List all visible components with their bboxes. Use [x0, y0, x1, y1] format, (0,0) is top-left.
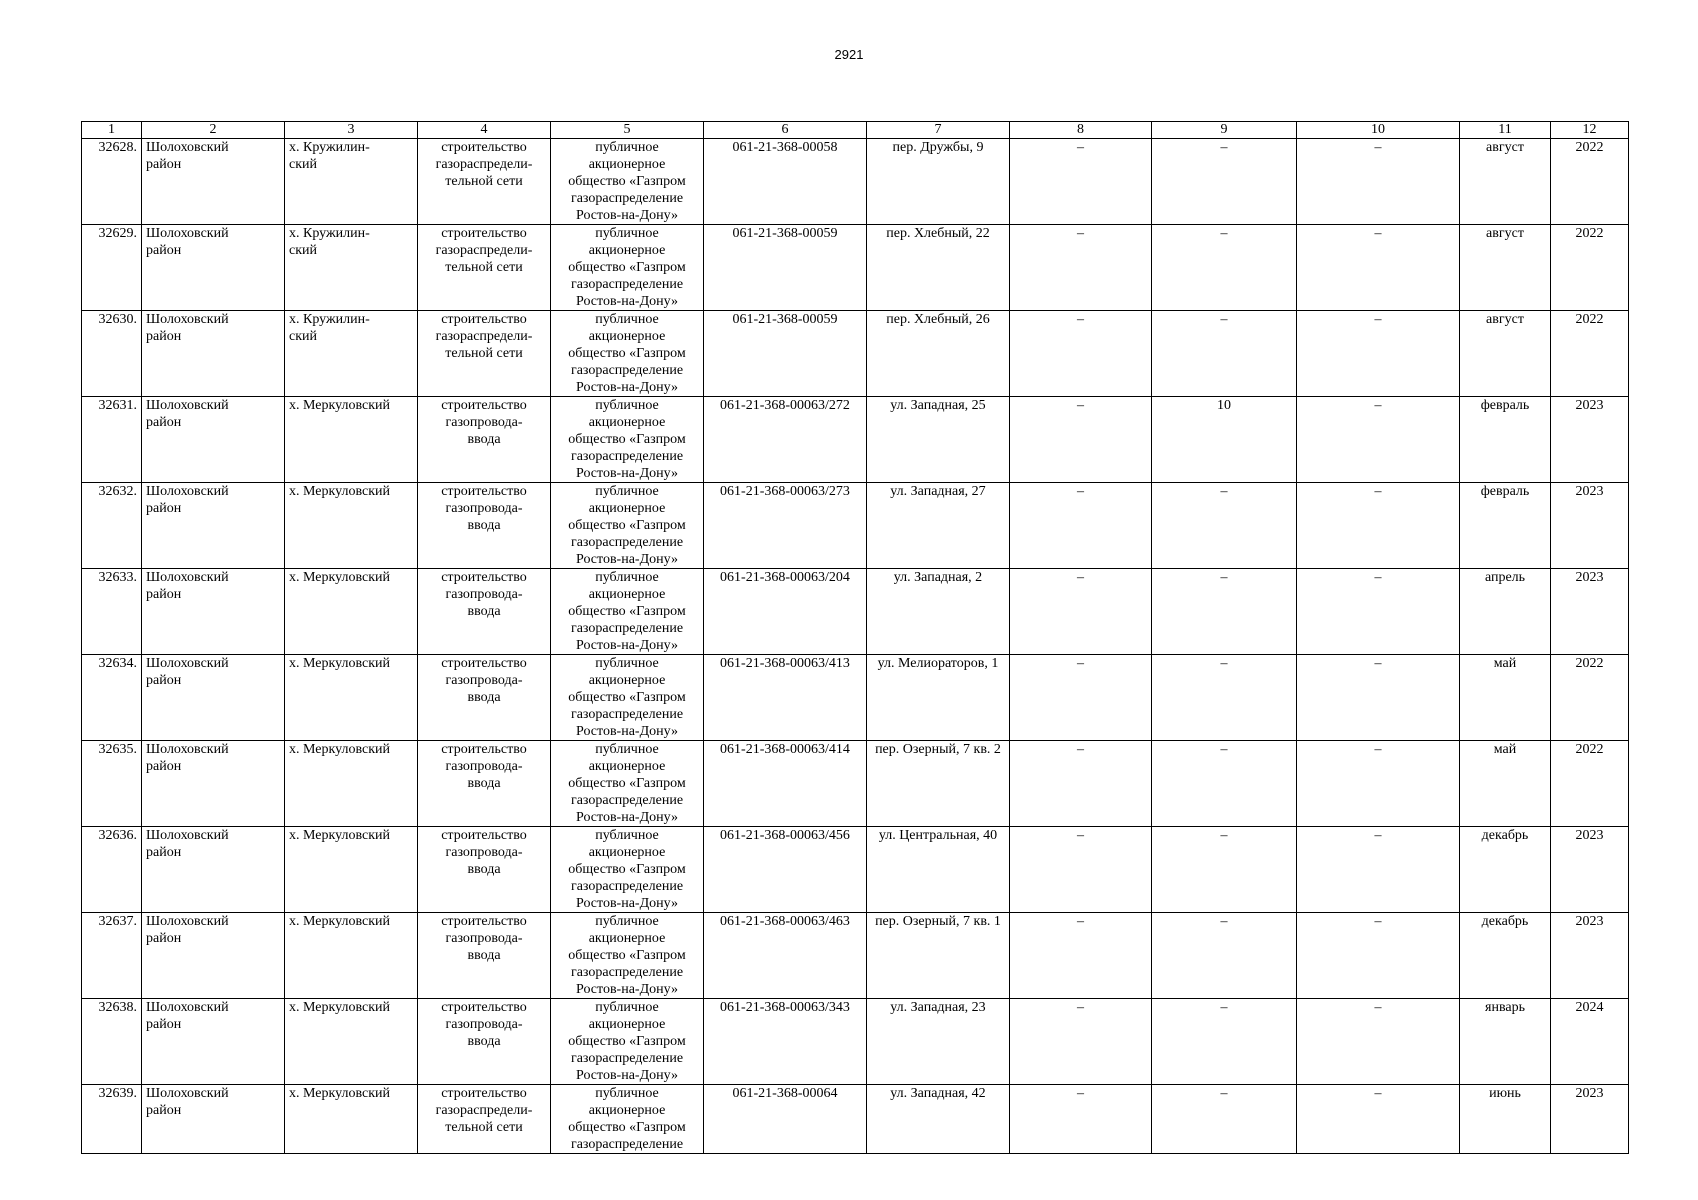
cell-organization: публичное акционерное общество «Газпром газораспределение Ростов-на-Дону» [551, 655, 704, 741]
cell-col10: – [1297, 827, 1460, 913]
cell-col8: – [1010, 913, 1152, 999]
cell-col9: – [1152, 311, 1297, 397]
cell-month: декабрь [1460, 827, 1551, 913]
column-header: 12 [1551, 122, 1629, 139]
cell-col8: – [1010, 139, 1152, 225]
cell-number: 32637. [82, 913, 142, 999]
cell-address: пер. Дружбы, 9 [867, 139, 1010, 225]
cell-col8: – [1010, 741, 1152, 827]
cell-number: 32630. [82, 311, 142, 397]
table-row [82, 225, 1629, 311]
table-row [82, 483, 1629, 569]
cell-col9: – [1152, 741, 1297, 827]
cell-month: апрель [1460, 569, 1551, 655]
cell-month: июнь [1460, 1085, 1551, 1154]
page-number: 2921 [834, 47, 864, 62]
cell-organization: публичное акционерное общество «Газпром газораспределение Ростов-на-Дону» [551, 741, 704, 827]
cell-col10: – [1297, 655, 1460, 741]
cell-col8: – [1010, 999, 1152, 1085]
cell-work-type: строительство газопровода- ввода [418, 827, 551, 913]
cell-col9: – [1152, 999, 1297, 1085]
cell-code: 061-21-368-00063/456 [704, 827, 867, 913]
cell-col9: – [1152, 225, 1297, 311]
cell-code: 061-21-368-00063/204 [704, 569, 867, 655]
cell-year: 2023 [1551, 569, 1629, 655]
cell-work-type: строительство газопровода- ввода [418, 483, 551, 569]
table-row [82, 913, 1629, 999]
cell-year: 2023 [1551, 1085, 1629, 1154]
cell-col10: – [1297, 913, 1460, 999]
cell-work-type: строительство газопровода- ввода [418, 655, 551, 741]
cell-col8: – [1010, 311, 1152, 397]
cell-address: ул. Западная, 23 [867, 999, 1010, 1085]
cell-address: ул. Западная, 25 [867, 397, 1010, 483]
cell-year: 2023 [1551, 397, 1629, 483]
cell-col9: – [1152, 655, 1297, 741]
cell-col8: – [1010, 225, 1152, 311]
cell-code: 061-21-368-00058 [704, 139, 867, 225]
cell-organization: публичное акционерное общество «Газпром газораспределение Ростов-на-Дону» [551, 483, 704, 569]
cell-col9: – [1152, 483, 1297, 569]
cell-number: 32639. [82, 1085, 142, 1154]
cell-work-type: строительство газопровода- ввода [418, 569, 551, 655]
cell-number: 32628. [82, 139, 142, 225]
cell-year: 2022 [1551, 311, 1629, 397]
cell-work-type: строительство газопровода- ввода [418, 741, 551, 827]
table-row [82, 827, 1629, 913]
table-row [82, 741, 1629, 827]
cell-year: 2022 [1551, 655, 1629, 741]
cell-work-type: строительство газопровода- ввода [418, 397, 551, 483]
cell-district: Шолоховский район [142, 225, 285, 311]
cell-col8: – [1010, 655, 1152, 741]
register-table [81, 121, 1629, 1154]
cell-code: 061-21-368-00059 [704, 311, 867, 397]
cell-district: Шолоховский район [142, 569, 285, 655]
cell-organization: публичное акционерное общество «Газпром газораспределение Ростов-на-Дону» [551, 139, 704, 225]
table-row [82, 655, 1629, 741]
cell-number: 32638. [82, 999, 142, 1085]
cell-district: Шолоховский район [142, 827, 285, 913]
cell-settlement: х. Меркуловский [285, 397, 418, 483]
cell-settlement: х. Меркуловский [285, 483, 418, 569]
cell-address: ул. Мелиораторов, 1 [867, 655, 1010, 741]
cell-col10: – [1297, 483, 1460, 569]
column-header: 8 [1010, 122, 1152, 139]
cell-work-type: строительство газопровода- ввода [418, 913, 551, 999]
cell-district: Шолоховский район [142, 655, 285, 741]
cell-year: 2022 [1551, 225, 1629, 311]
cell-settlement: х. Кружилин- ский [285, 139, 418, 225]
cell-address: ул. Западная, 2 [867, 569, 1010, 655]
table-row [82, 397, 1629, 483]
cell-code: 061-21-368-00063/273 [704, 483, 867, 569]
cell-code: 061-21-368-00063/343 [704, 999, 867, 1085]
cell-year: 2023 [1551, 483, 1629, 569]
table-row [82, 139, 1629, 225]
cell-district: Шолоховский район [142, 741, 285, 827]
cell-col8: – [1010, 827, 1152, 913]
cell-settlement: х. Меркуловский [285, 827, 418, 913]
column-header: 9 [1152, 122, 1297, 139]
cell-organization: публичное акционерное общество «Газпром газораспределение Ростов-на-Дону» [551, 311, 704, 397]
cell-settlement: х. Меркуловский [285, 741, 418, 827]
cell-col9: 10 [1152, 397, 1297, 483]
table-row [82, 1085, 1629, 1154]
column-header: 1 [82, 122, 142, 139]
cell-number: 32632. [82, 483, 142, 569]
cell-col10: – [1297, 569, 1460, 655]
cell-code: 061-21-368-00063/463 [704, 913, 867, 999]
cell-work-type: строительство газопровода- ввода [418, 999, 551, 1085]
cell-address: ул. Центральная, 40 [867, 827, 1010, 913]
cell-month: май [1460, 741, 1551, 827]
cell-col10: – [1297, 311, 1460, 397]
cell-col9: – [1152, 569, 1297, 655]
cell-code: 061-21-368-00063/414 [704, 741, 867, 827]
cell-work-type: строительство газораспредели- тельной сети [418, 225, 551, 311]
column-header: 10 [1297, 122, 1460, 139]
cell-code: 061-21-368-00063/413 [704, 655, 867, 741]
cell-work-type: строительство газораспредели- тельной сети [418, 139, 551, 225]
cell-settlement: х. Меркуловский [285, 999, 418, 1085]
cell-address: пер. Хлебный, 22 [867, 225, 1010, 311]
cell-address: ул. Западная, 42 [867, 1085, 1010, 1154]
cell-code: 061-21-368-00064 [704, 1085, 867, 1154]
cell-col10: – [1297, 397, 1460, 483]
table-row [82, 999, 1629, 1085]
cell-month: январь [1460, 999, 1551, 1085]
cell-col9: – [1152, 139, 1297, 225]
cell-organization: публичное акционерное общество «Газпром газораспределение Ростов-на-Дону» [551, 913, 704, 999]
cell-settlement: х. Меркуловский [285, 655, 418, 741]
header-row [82, 122, 1629, 139]
cell-col10: – [1297, 999, 1460, 1085]
column-header: 11 [1460, 122, 1551, 139]
cell-col9: – [1152, 913, 1297, 999]
cell-year: 2022 [1551, 741, 1629, 827]
cell-number: 32635. [82, 741, 142, 827]
cell-col8: – [1010, 569, 1152, 655]
cell-year: 2022 [1551, 139, 1629, 225]
cell-address: пер. Хлебный, 26 [867, 311, 1010, 397]
cell-month: декабрь [1460, 913, 1551, 999]
cell-code: 061-21-368-00059 [704, 225, 867, 311]
cell-col8: – [1010, 483, 1152, 569]
cell-district: Шолоховский район [142, 913, 285, 999]
cell-month: август [1460, 311, 1551, 397]
table-row [82, 569, 1629, 655]
cell-year: 2024 [1551, 999, 1629, 1085]
cell-number: 32636. [82, 827, 142, 913]
cell-settlement: х. Кружилин- ский [285, 225, 418, 311]
cell-work-type: строительство газораспредели- тельной сети [418, 1085, 551, 1154]
cell-organization: публичное акционерное общество «Газпром газораспределение Ростов-на-Дону» [551, 569, 704, 655]
column-header: 7 [867, 122, 1010, 139]
cell-month: февраль [1460, 483, 1551, 569]
cell-col8: – [1010, 1085, 1152, 1154]
column-header: 4 [418, 122, 551, 139]
cell-settlement: х. Меркуловский [285, 1085, 418, 1154]
column-header: 6 [704, 122, 867, 139]
cell-number: 32629. [82, 225, 142, 311]
cell-month: август [1460, 139, 1551, 225]
cell-month: февраль [1460, 397, 1551, 483]
cell-settlement: х. Меркуловский [285, 569, 418, 655]
cell-col8: – [1010, 397, 1152, 483]
cell-number: 32634. [82, 655, 142, 741]
cell-year: 2023 [1551, 913, 1629, 999]
cell-month: май [1460, 655, 1551, 741]
cell-organization: публичное акционерное общество «Газпром газораспределение Ростов-на-Дону» [551, 397, 704, 483]
cell-month: август [1460, 225, 1551, 311]
cell-address: пер. Озерный, 7 кв. 2 [867, 741, 1010, 827]
cell-district: Шолоховский район [142, 1085, 285, 1154]
cell-district: Шолоховский район [142, 139, 285, 225]
cell-code: 061-21-368-00063/272 [704, 397, 867, 483]
column-header: 5 [551, 122, 704, 139]
cell-organization: публичное акционерное общество «Газпром газораспределение [551, 1085, 704, 1154]
cell-district: Шолоховский район [142, 397, 285, 483]
cell-number: 32633. [82, 569, 142, 655]
cell-settlement: х. Меркуловский [285, 913, 418, 999]
table-row [82, 311, 1629, 397]
cell-organization: публичное акционерное общество «Газпром газораспределение Ростов-на-Дону» [551, 827, 704, 913]
cell-number: 32631. [82, 397, 142, 483]
cell-work-type: строительство газораспредели- тельной сети [418, 311, 551, 397]
cell-district: Шолоховский район [142, 483, 285, 569]
cell-col10: – [1297, 1085, 1460, 1154]
cell-address: пер. Озерный, 7 кв. 1 [867, 913, 1010, 999]
cell-col9: – [1152, 827, 1297, 913]
column-header: 3 [285, 122, 418, 139]
cell-address: ул. Западная, 27 [867, 483, 1010, 569]
cell-settlement: х. Кружилин- ский [285, 311, 418, 397]
cell-district: Шолоховский район [142, 311, 285, 397]
cell-col9: – [1152, 1085, 1297, 1154]
cell-organization: публичное акционерное общество «Газпром газораспределение Ростов-на-Дону» [551, 225, 704, 311]
column-header: 2 [142, 122, 285, 139]
cell-organization: публичное акционерное общество «Газпром газораспределение Ростов-на-Дону» [551, 999, 704, 1085]
cell-district: Шолоховский район [142, 999, 285, 1085]
cell-col10: – [1297, 225, 1460, 311]
cell-col10: – [1297, 139, 1460, 225]
cell-col10: – [1297, 741, 1460, 827]
cell-year: 2023 [1551, 827, 1629, 913]
